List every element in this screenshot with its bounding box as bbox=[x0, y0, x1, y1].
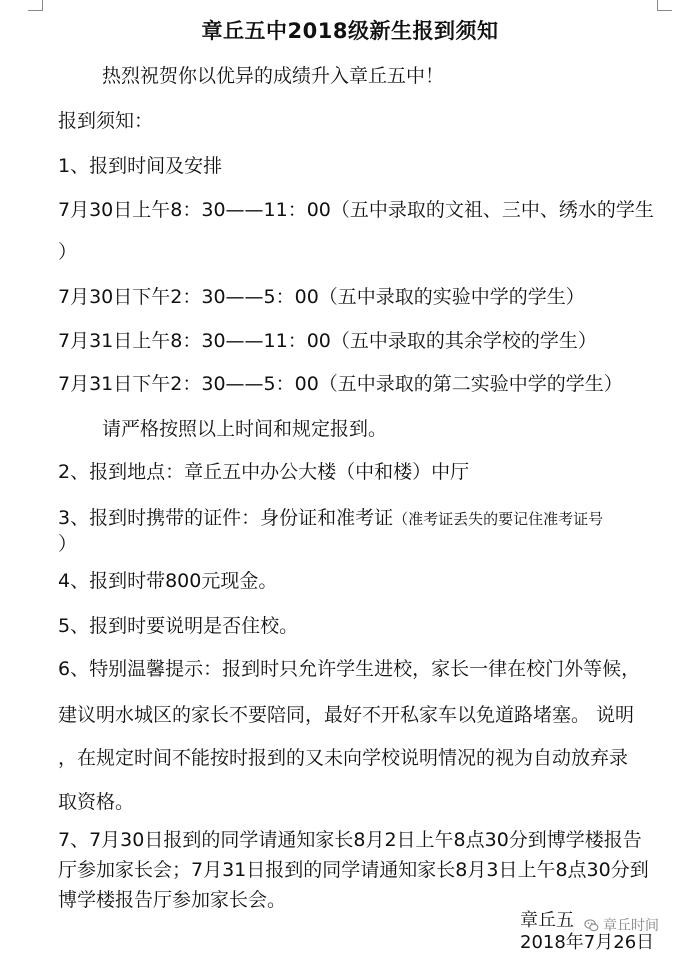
item7-line: 博学楼报告厅参加家长会。 bbox=[58, 889, 287, 911]
schedule-line: 7月31日下午2：30——5：00（五中录取的第二实验中学的学生） bbox=[58, 373, 623, 395]
watermark bbox=[584, 915, 659, 935]
wechat-icon bbox=[584, 918, 599, 933]
schedule-line: 7月30日下午2：30——5：00（五中录取的实验中学的学生） bbox=[58, 286, 585, 308]
document-title: 章丘五中2018级新生报到须知 bbox=[201, 19, 499, 43]
greeting-line: 热烈祝贺你以优异的成绩升入章丘五中！ bbox=[102, 65, 445, 87]
schedule-line: 7月30日上午8：30——11：00（五中录取的文祖、三中、绣水的学生 bbox=[58, 199, 654, 221]
schedule-note: 请严格按照以上时间和规定报到。 bbox=[102, 418, 388, 440]
item3-main-text: 3、报到时携带的证件：身份证和准考证 bbox=[58, 507, 394, 529]
item7-line: 厅参加家长会；7月31日报到的同学请通知家长8月3日上午8点30分到 bbox=[58, 859, 649, 881]
item6-line: 取资格。 bbox=[58, 791, 135, 813]
signature-org: 章丘五 bbox=[520, 910, 574, 931]
item3-documents bbox=[58, 504, 603, 533]
item6-line: 建议明水城区的家长不要陪同，最好不开私家车以免道路堵塞。 说明 bbox=[58, 704, 635, 726]
schedule-line: 7月31日上午8：30——11：00（五中录取的其余学校的学生） bbox=[58, 330, 597, 352]
item4-cash: 4、报到时带800元现金。 bbox=[58, 570, 278, 592]
item6-line: ，在规定时间不能按时报到的又未向学校说明情况的视为自动放弃录 bbox=[58, 747, 629, 769]
item7-line: 7、7月30日报到的同学请通知家长8月2日上午8点30分到博学楼报告 bbox=[58, 829, 642, 851]
item5-boarding: 5、报到时要说明是否住校。 bbox=[58, 615, 299, 637]
signature-date: 2018年7月26日 bbox=[520, 932, 655, 953]
schedule-line-wrap: ） bbox=[58, 241, 78, 263]
watermark-text: 章丘时间 bbox=[603, 918, 659, 934]
item1-heading: 1、报到时间及安排 bbox=[58, 155, 223, 177]
item3-note-text: （准考证丢失的要记住准考证号 bbox=[393, 510, 604, 528]
item3-close-paren: ） bbox=[58, 533, 78, 555]
notice-heading: 报到须知： bbox=[58, 110, 154, 132]
item2-location: 2、报到地点：章丘五中办公大楼（中和楼）中厅 bbox=[58, 461, 470, 483]
item6-line: 6、特别温馨提示：报到时只允许学生进校，家长一律在校门外等候， bbox=[58, 658, 641, 680]
